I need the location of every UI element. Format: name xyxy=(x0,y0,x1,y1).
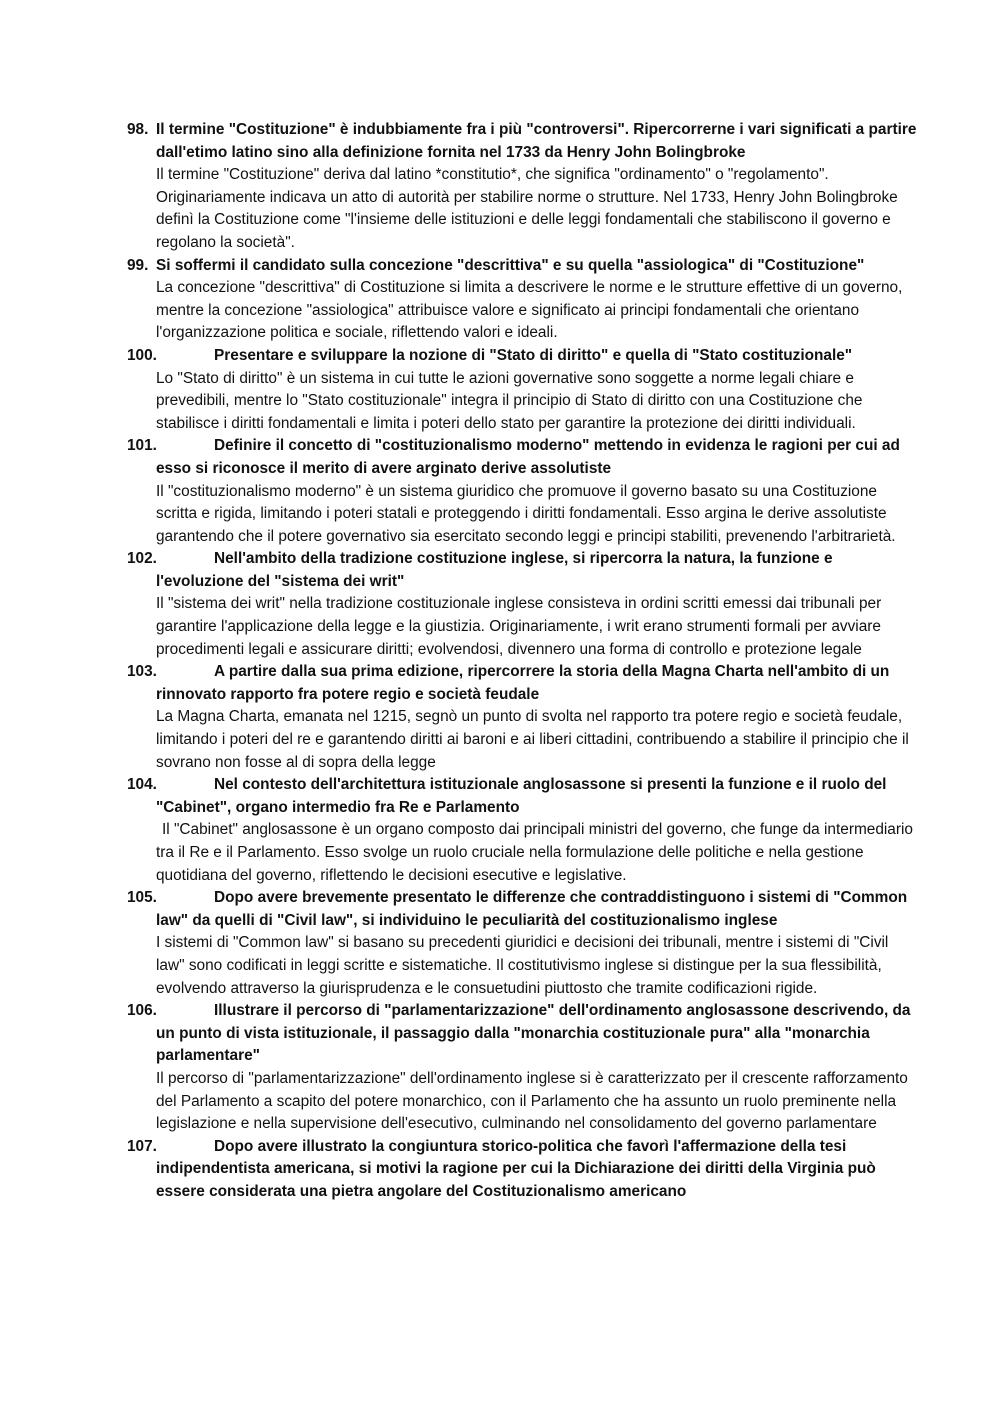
question-text: Nel contesto dell'architettura istituzionale anglosassone si presenti la funzione e il ruolo del "Cabinet", organo intermedio fra Re e Parlamento xyxy=(156,776,887,816)
answer-text: I sistemi di "Common law" si basano su precedenti giuridici e decisioni dei tribunali, mentre i sistemi di "Civil law" sono codificati in leggi scritte e sistematiche. Il costitutivismo inglese si distingue per la sua flessibilità, evolvendo attraverso la giurisprudenza e le consuetudini piuttosto che tramite codificazioni rigide. xyxy=(156,934,889,997)
list-item xyxy=(127,1000,917,1136)
question-text: Presentare e sviluppare la nozione di "Stato di diritto" e quella di "Stato costituzionale" xyxy=(214,346,853,364)
list-item xyxy=(127,887,917,1000)
item-number: 99. xyxy=(127,256,149,274)
question-text: Dopo avere illustrato la congiuntura storico-politica che favorì l'affermazione della tesi indipendentista americana, si motivi la ragione per cui la Dichiarazione dei diritti della Virginia può essere considerata una pietra angolare del Costituzionalismo americano xyxy=(156,1137,876,1200)
question-text: A partire dalla sua prima edizione, ripercorrere la storia della Magna Charta nell'ambito di un rinnovato rapporto fra potere regio e società feudale xyxy=(156,663,890,703)
answer-text: Il "Cabinet" anglosassone è un organo composto dai principali ministri del governo, che funge da intermediario tra il Re e il Parlamento. Esso svolge un ruolo cruciale nella formulazione delle politiche e nella gestione quotidiana del governo, riflettendo le decisioni esecutive e legislative. xyxy=(156,821,913,884)
list-item xyxy=(127,255,917,345)
question-text: Nell'ambito della tradizione costituzione inglese, si ripercorra la natura, la funzione e l'evoluzione del "sistema dei writ" xyxy=(156,550,833,590)
item-number: 107. xyxy=(127,1137,157,1155)
item-number: 103. xyxy=(127,663,157,681)
answer-text: Il termine "Costituzione" deriva dal latino *constitutio*, che significa "ordinamento" o "regolamento". Originariamente indicava un atto di autorità per stabilire norme o strutture. Nel 1733, Henry John Bolingbroke definì la Costituzione come "l'insieme delle istituzioni e delle leggi fondamentali che stabiliscono il governo e regolano la società". xyxy=(156,166,898,251)
item-number: 100. xyxy=(127,346,157,364)
question-text: Definire il concetto di "costituzionalismo moderno" mettendo in evidenza le ragioni per cui ad esso si riconosce il merito di avere arginato derive assolutiste xyxy=(156,437,900,477)
question-text: Dopo avere brevemente presentato le differenze che contraddistinguono i sistemi di "Common law" da quelli di "Civil law", si individuino le peculiarità del costituzionalismo inglese xyxy=(156,889,908,929)
list-item xyxy=(127,435,917,548)
answer-text: Il "costituzionalismo moderno" è un sistema giuridico che promuove il governo basato su una Costituzione scritta e rigida, limitando i poteri statali e proteggendo i diritti fondamentali. Esso argina le derive assolutiste garantendo che il potere governativo sia esercitato secondo leggi e principi stabiliti, prevenendo l'arbitrarietà. xyxy=(156,482,896,545)
item-number: 105. xyxy=(127,889,157,907)
item-number: 101. xyxy=(127,437,157,455)
document-body xyxy=(127,119,917,1204)
list-item xyxy=(127,345,917,435)
item-number: 102. xyxy=(127,550,157,568)
item-number: 106. xyxy=(127,1002,157,1020)
question-text: Il termine "Costituzione" è indubbiamente fra i più "controversi". Ripercorrerne i vari significati a partire dall'etimo latino sino alla definizione fornita nel 1733 da Henry John Bolingbroke xyxy=(156,121,917,161)
list-item xyxy=(127,661,917,774)
answer-text: Il "sistema dei writ" nella tradizione costituzionale inglese consisteva in ordini scritti emessi dai tribunali per garantire l'applicazione della legge e la giustizia. Originariamente, i writ erano strumenti formali per avviare procedimenti legali e assicurare diritti; evolvendosi, divennero una forma di controllo e protezione legale xyxy=(156,595,882,658)
list-item xyxy=(127,119,917,255)
item-number: 98. xyxy=(127,121,149,138)
list-item xyxy=(127,1136,917,1204)
question-text: Illustrare il percorso di "parlamentarizzazione" dell'ordinamento anglosassone descrivendo, da un punto di vista istituzionale, il passaggio dalla "monarchia costituzionale pura" alla "monarchia parlamentare" xyxy=(156,1002,911,1065)
answer-text: La Magna Charta, emanata nel 1215, segnò un punto di svolta nel rapporto tra potere regio e società feudale, limitando i poteri del re e garantendo diritti ai baroni e ai liberi cittadini, contribuendo a stabilire il principio che il sovrano non fosse al di sopra della legge xyxy=(156,708,909,771)
list-item xyxy=(127,548,917,661)
list-item xyxy=(127,774,917,887)
question-text: Si soffermi il candidato sulla concezione "descrittiva" e su quella "assiologica" di "Costituzione" xyxy=(156,256,865,274)
answer-text: La concezione "descrittiva" di Costituzione si limita a descrivere le norme e le strutture effettive di un governo, mentre la concezione "assiologica" attribuisce valore e significato ai principi fondamentali che orientano l'organizzazione politica e sociale, riflettendo valori e ideali. xyxy=(156,279,903,342)
item-number: 104. xyxy=(127,776,157,794)
answer-text: Lo "Stato di diritto" è un sistema in cui tutte le azioni governative sono soggette a norme legali chiare e prevedibili, mentre lo "Stato costituzionale" integra il principio di Stato di diritto con una Costituzione che stabilisce i diritti fondamentali e limita i poteri dello stato per garantire la protezione dei diritti individuali. xyxy=(156,369,863,432)
answer-text: Il percorso di "parlamentarizzazione" dell'ordinamento inglese si è caratterizzato per il crescente rafforzamento del Parlamento a scapito del potere monarchico, con il Parlamento che ha assunto un ruolo preminente nella legislazione e nella supervisione dell'esecutivo, culminando nel consolidamento del governo parlamentare xyxy=(156,1069,908,1133)
